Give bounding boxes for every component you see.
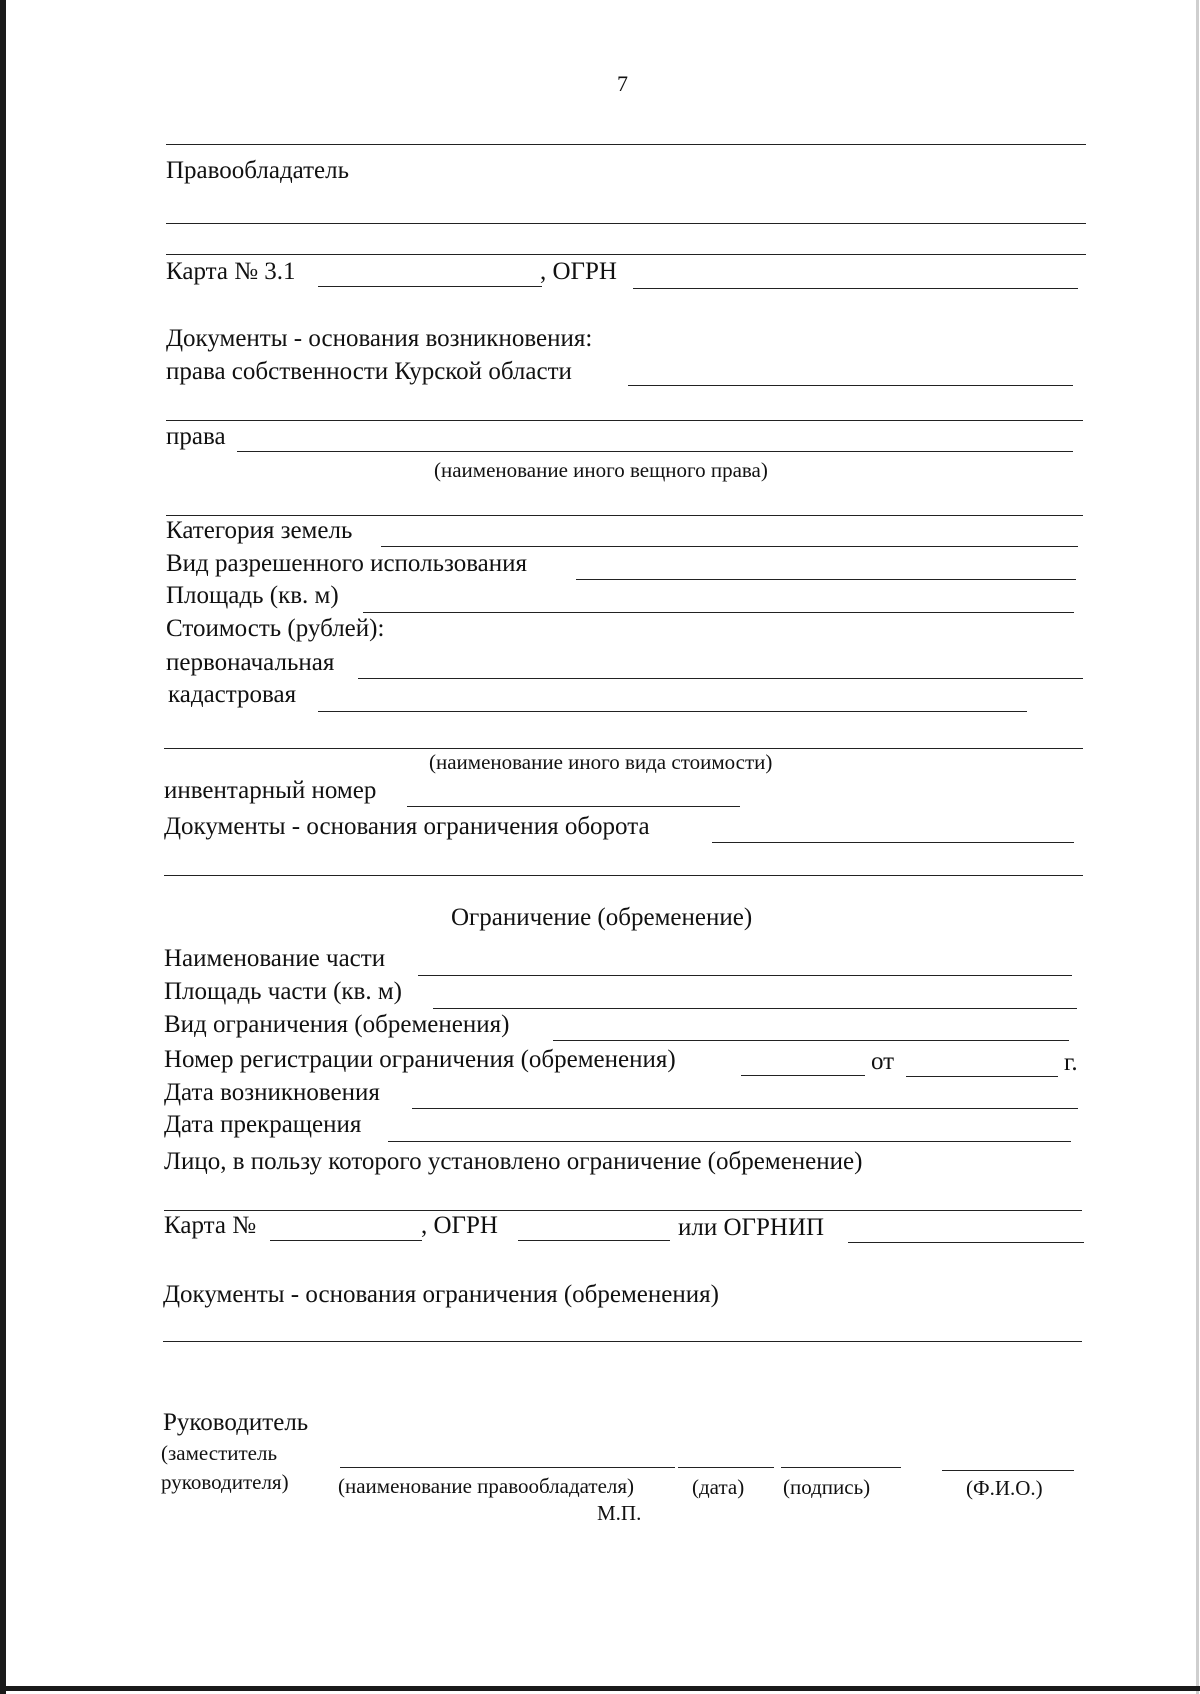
turnover-docs-label: Документы - основания ограничения оборота	[164, 813, 650, 840]
encumbrance-title: Ограничение (обременение)	[451, 904, 753, 931]
start-date-label: Дата возникновения	[164, 1079, 380, 1106]
cadastral-cost-field[interactable]	[318, 711, 1027, 712]
initial-cost-field[interactable]	[358, 678, 1083, 679]
right-caption: (наименование иного вещного права)	[434, 458, 768, 482]
permitted-use-field[interactable]	[576, 579, 1076, 580]
other-cost-caption: (наименование иного вида стоимости)	[429, 750, 773, 774]
part-name-label: Наименование части	[164, 945, 386, 972]
end-date-label: Дата прекращения	[164, 1111, 362, 1138]
area-field[interactable]	[363, 612, 1074, 613]
right-field[interactable]	[237, 451, 1073, 452]
end-date-field[interactable]	[388, 1141, 1071, 1142]
card-number-field[interactable]	[318, 286, 542, 287]
cadastral-cost-label: кадастровая	[168, 681, 297, 708]
turnover-docs-field[interactable]	[712, 842, 1074, 843]
land-category-label: Категория земель	[166, 517, 353, 544]
land-category-field[interactable]	[381, 546, 1078, 547]
basis-docs-title: Документы - основания возникновения:	[166, 325, 593, 352]
holder-line-1[interactable]	[166, 223, 1086, 224]
signature-field[interactable]	[781, 1467, 901, 1468]
enc-ogrn-label: , ОГРН	[421, 1212, 498, 1239]
fio-field[interactable]	[942, 1470, 1074, 1471]
part-area-field[interactable]	[433, 1008, 1077, 1009]
holder-name-caption: (наименование правообладателя)	[338, 1474, 635, 1498]
enc-card-label: Карта №	[164, 1212, 257, 1239]
right-label: права	[166, 423, 226, 450]
start-date-field[interactable]	[412, 1108, 1078, 1109]
enc-docs-field[interactable]	[163, 1341, 1082, 1342]
permitted-use-label: Вид разрешенного использования	[166, 550, 528, 577]
inventory-label: инвентарный номер	[164, 777, 377, 804]
encumbrance-type-field[interactable]	[553, 1040, 1069, 1041]
sign-date-field[interactable]	[678, 1467, 774, 1468]
enc-ogrn-field[interactable]	[518, 1240, 670, 1241]
enc-ogrnip-label: или ОГРНИП	[678, 1214, 825, 1241]
deputy-line-1: (заместитель	[161, 1441, 278, 1465]
right-field-2[interactable]	[166, 515, 1083, 516]
reg-from-label: от	[871, 1048, 895, 1075]
head-label: Руководитель	[163, 1409, 309, 1436]
fio-caption: (Ф.И.О.)	[966, 1476, 1043, 1500]
part-name-field[interactable]	[418, 975, 1072, 976]
reg-year-label: г.	[1064, 1049, 1078, 1076]
holder-name-field[interactable]	[340, 1467, 675, 1468]
area-label: Площадь (кв. м)	[166, 582, 339, 609]
enc-card-field[interactable]	[270, 1240, 422, 1241]
card-ogrn-field[interactable]	[633, 288, 1078, 289]
other-cost-field[interactable]	[164, 748, 1083, 749]
deputy-line-2: руководителя)	[161, 1470, 289, 1494]
ownership-field-2[interactable]	[166, 420, 1083, 421]
holder-top-line[interactable]	[166, 144, 1086, 145]
initial-cost-label: первоначальная	[166, 649, 335, 676]
inventory-field[interactable]	[407, 806, 740, 807]
card-ogrn-label: , ОГРН	[540, 258, 617, 285]
page-number: 7	[617, 71, 628, 96]
card-label: Карта № 3.1	[166, 258, 296, 285]
reg-date-field[interactable]	[906, 1076, 1058, 1077]
turnover-docs-field-2[interactable]	[164, 875, 1083, 876]
scan-border-right	[1196, 0, 1199, 1694]
ownership-field[interactable]	[628, 385, 1073, 386]
holder-line-2[interactable]	[166, 254, 1086, 255]
part-area-label: Площадь части (кв. м)	[164, 978, 402, 1005]
cost-title: Стоимость (рублей):	[166, 615, 385, 642]
sign-date-caption: (дата)	[692, 1475, 745, 1499]
enc-docs-label: Документы - основания ограничения (обременения)	[163, 1281, 719, 1308]
signature-caption: (подпись)	[783, 1475, 871, 1499]
stamp-label: М.П.	[597, 1501, 642, 1525]
scan-border-bottom	[0, 1686, 1200, 1691]
encumbrance-type-label: Вид ограничения (обременения)	[164, 1011, 510, 1038]
beneficiary-label: Лицо, в пользу которого установлено ограничение (обременение)	[164, 1148, 863, 1175]
holder-label: Правообладатель	[166, 157, 350, 184]
scan-border-left	[0, 0, 6, 1694]
reg-number-field[interactable]	[741, 1075, 865, 1076]
ownership-label: права собственности Курской области	[166, 358, 572, 385]
reg-number-label: Номер регистрации ограничения (обременения)	[164, 1046, 676, 1073]
enc-ogrnip-field[interactable]	[848, 1242, 1084, 1243]
beneficiary-field[interactable]	[164, 1210, 1082, 1211]
